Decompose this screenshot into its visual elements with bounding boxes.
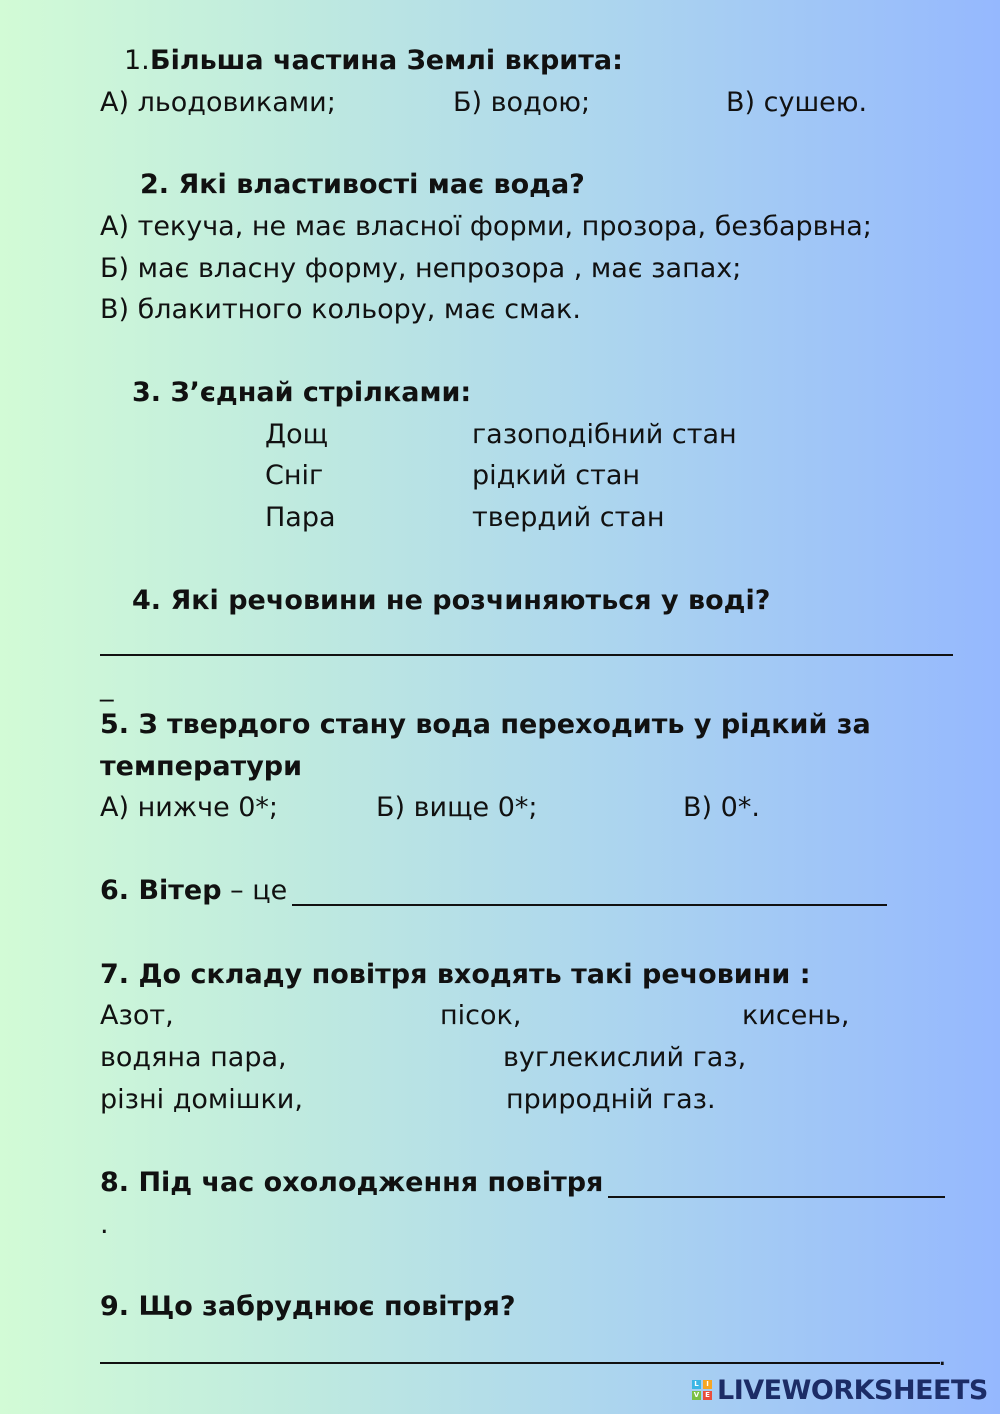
q3-right-item[interactable]: твердий стан xyxy=(472,502,665,533)
q5-option-b[interactable]: Б) вище 0*; xyxy=(376,792,538,823)
q7-item[interactable]: водяна пара, xyxy=(100,1042,287,1073)
q1-option-c[interactable]: В) сушею. xyxy=(726,87,868,118)
q5-title-line2: температури xyxy=(100,751,303,782)
q9-answer-trail: . xyxy=(938,1341,947,1372)
q7-item[interactable]: вуглекислий газ, xyxy=(503,1042,747,1073)
q1-option-b[interactable]: Б) водою; xyxy=(453,87,591,118)
q1-number: 1. xyxy=(124,45,150,76)
liveworksheets-logo xyxy=(692,1374,988,1406)
logo-grid-icon xyxy=(692,1380,712,1400)
q9-title: 9. Що забруднює повітря? xyxy=(100,1291,516,1322)
q2-option-a[interactable]: А) текуча, не має власної форми, прозора, безбарвна; xyxy=(100,211,872,242)
q2-option-b[interactable]: Б) має власну форму, непрозора , має запах; xyxy=(100,253,742,284)
logo-grid-cell: V xyxy=(693,1391,700,1399)
q7-item[interactable]: кисень, xyxy=(742,1000,850,1031)
q5-option-c[interactable]: В) 0*. xyxy=(683,792,760,823)
q6-answer-line[interactable] xyxy=(292,904,887,906)
q7-item[interactable]: природній газ. xyxy=(506,1084,716,1115)
q8-answer-line[interactable] xyxy=(608,1196,945,1198)
logo-grid-cell: I xyxy=(703,1380,712,1389)
q3-title: 3. З’єднай стрілками: xyxy=(132,377,472,408)
q7-item[interactable]: Азот, xyxy=(100,1000,174,1031)
q4-answer-line[interactable] xyxy=(100,654,953,656)
q1-title: Більша частина Землі вкрита: xyxy=(150,45,623,76)
q3-right-item[interactable]: рідкий стан xyxy=(472,460,641,491)
q3-left-item[interactable]: Пара xyxy=(265,502,336,533)
q3-left-item[interactable]: Дощ xyxy=(265,419,329,450)
q2-option-c[interactable]: В) блакитного кольору, має смак. xyxy=(100,294,581,325)
q5-option-a[interactable]: А) нижче 0*; xyxy=(100,792,279,823)
q8-answer-trail: . xyxy=(100,1209,109,1240)
logo-grid-cell: L xyxy=(692,1380,701,1389)
q1-option-a[interactable]: А) льодовиками; xyxy=(100,87,336,118)
q3-right-item[interactable]: газоподібний стан xyxy=(472,419,737,450)
logo-grid-cell: E xyxy=(703,1391,712,1400)
q6-text: – це xyxy=(221,875,288,906)
q8-title: 8. Під час охолодження повітря xyxy=(100,1167,604,1198)
q4-answer-trail: _ xyxy=(100,671,114,702)
q3-left-item[interactable]: Сніг xyxy=(265,460,324,491)
q7-title: 7. До складу повітря входять такі речовини : xyxy=(100,959,811,990)
q6-line xyxy=(100,874,287,908)
q7-item[interactable]: різні домішки, xyxy=(100,1084,303,1115)
q5-title-line1: 5. З твердого стану вода переходить у рідкий за xyxy=(100,709,871,740)
q4-title: 4. Які речовини не розчиняються у воді? xyxy=(132,585,771,616)
q6-bold-term: 6. Вітер xyxy=(100,875,222,906)
q7-item[interactable]: пісок, xyxy=(440,1000,522,1031)
logo-text: LIVEWORKSHEETS xyxy=(717,1374,988,1406)
q9-answer-line[interactable] xyxy=(100,1362,940,1364)
q2-title: 2. Які властивості має вода? xyxy=(140,169,585,200)
